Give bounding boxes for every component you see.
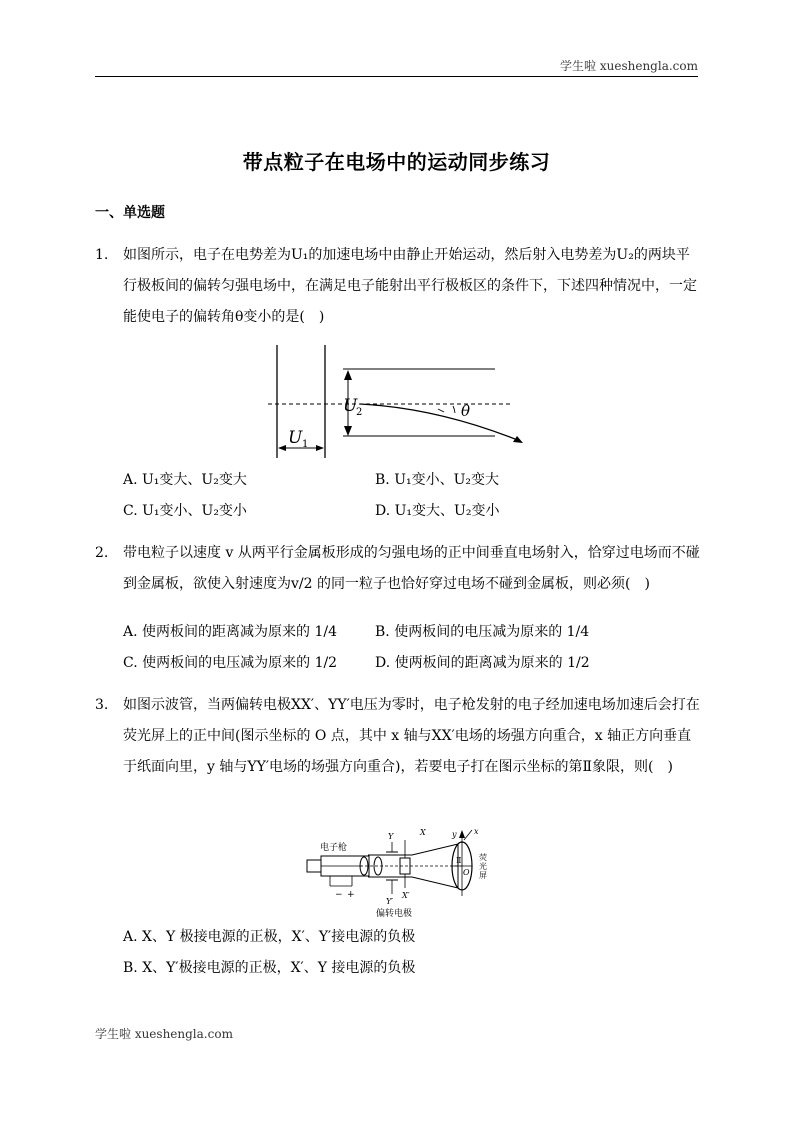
- q2-option-b: B. 使两板间的电压减为原来的 1/4: [375, 624, 590, 640]
- label-O: O: [463, 868, 470, 877]
- label-X: X: [420, 828, 426, 837]
- label-u1-sub: 1: [302, 439, 309, 450]
- label-u2-sub: 2: [356, 407, 363, 418]
- question-2: [95, 538, 700, 600]
- q1-option-a: A. U₁变大、U₂变大: [123, 472, 247, 488]
- q3-option-b: B. X、Y′极接电源的正极，X′、Y 接电源的负极: [123, 960, 416, 976]
- question-number: 1.: [95, 247, 109, 263]
- label-screen-3: 屏: [479, 871, 487, 880]
- label-plus: +: [347, 890, 355, 900]
- label-u1: U: [288, 428, 303, 448]
- question-text: 如图所示，电子在电势差为U₁的加速电场中由静止开始运动，然后射入电势差为U₂的两块平行极板间的偏转匀强电场中，在满足电子能射出平行极板区的条件下，下述四种情况中，一定能使电子的偏转角θ变小的是( ): [123, 247, 697, 325]
- label-theta: θ: [461, 402, 471, 420]
- question-number: 3.: [95, 697, 109, 713]
- figure-oscilloscope-tube: [302, 822, 492, 920]
- q3-option-a: A. X、Y 极接电源的正极，X′、Y′接电源的负极: [123, 929, 416, 945]
- section-heading: 一、单选题: [95, 205, 165, 221]
- label-gun: 电子枪: [320, 843, 348, 853]
- label-u2: U: [343, 396, 358, 416]
- question-1: [95, 240, 700, 333]
- label-screen-2: 光: [479, 862, 487, 871]
- q2-option-c: C. 使两板间的电压减为原来的 1/2: [123, 655, 338, 671]
- label-deflection: 偏转电极: [376, 909, 413, 919]
- footer-site: 学生啦 xueshengla.com: [95, 1027, 233, 1041]
- q1-option-b: B. U₁变小、U₂变大: [375, 472, 500, 488]
- label-screen-1: 荧: [479, 853, 487, 862]
- label-y-axis: y: [452, 830, 457, 839]
- header-divider: [95, 76, 698, 77]
- question-text: 如图示波管，当两偏转电极XX′、YY′电压为零时，电子枪发射的电子经加速电场加速后会打在荧光屏上的正中间(图示坐标的 O 点，其中 x 轴与XX′电场的场强方向重合，x 轴正方向垂直于纸面向里，y 轴与YY′电场的场强方向重合)，若要电子打在图示坐标的第Ⅱ象限，则( ): [123, 697, 700, 775]
- label-quadrant-II: Ⅱ: [456, 856, 462, 865]
- q1-option-c: C. U₁变小、U₂变小: [123, 503, 247, 519]
- q2-option-a: A. 使两板间的距离减为原来的 1/4: [123, 624, 337, 640]
- label-Y: Y: [388, 832, 394, 841]
- page-title: 带点粒子在电场中的运动同步练习: [242, 150, 551, 174]
- question-text: 带电粒子以速度 v 从两平行金属板形成的匀强电场的正中间垂直电场射入，恰穿过电场而不碰到金属板，欲使入射速度为v/2 的同一粒子也恰好穿过电场不碰到金属板，则必须( ): [123, 545, 700, 592]
- label-x-axis: x: [474, 827, 479, 836]
- label-Xp: X′: [402, 891, 410, 900]
- q2-option-d: D. 使两板间的距离减为原来的 1/2: [375, 655, 590, 671]
- figure-deflection-field: [268, 340, 530, 465]
- header-site: 学生啦 xueshengla.com: [560, 59, 698, 73]
- question-number: 2.: [95, 545, 109, 561]
- label-minus: −: [335, 890, 343, 900]
- question-3: [95, 690, 700, 783]
- label-Yp: Y′: [386, 897, 394, 906]
- q1-option-d: D. U₁变大、U₂变小: [375, 503, 500, 519]
